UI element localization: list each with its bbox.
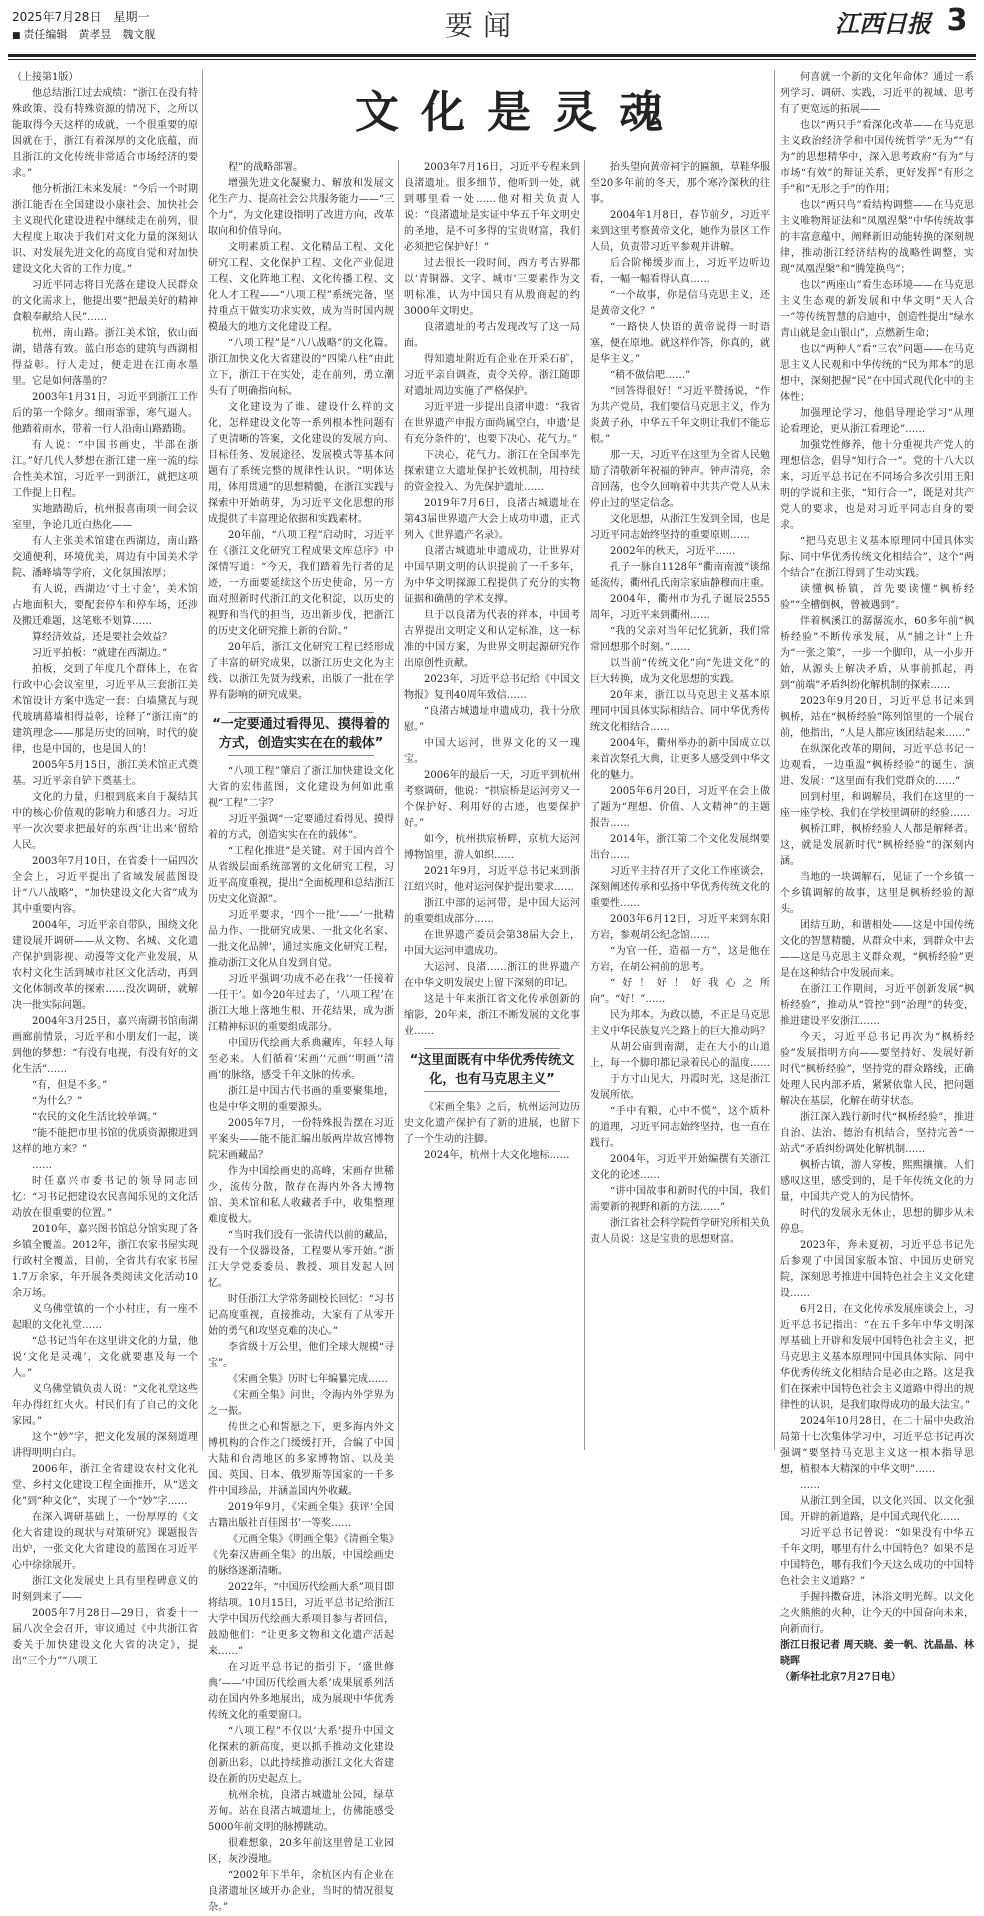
paragraph: 算经济效益，还是要社会效益？ — [32, 632, 172, 643]
paragraph: 那一天，习近平在这里为全省人民勉励了清敬新年祝福的钟声。钟声清亮，余音回荡，也令久回响着中共共产党人从未停止过的坚定信念。 — [590, 450, 770, 509]
paragraph: …… — [800, 1480, 820, 1491]
paragraph: 民为邦本。为政以德，不正是马克思主义中华民族复兴之路上的巨大推动吗？ — [590, 1010, 770, 1037]
paragraph: 有人主张美术馆建在西湖边，南山路交通便利，环境优美，周边有中国美术学院、潘峰墙等学府，文化氛围浓厚； — [12, 536, 198, 579]
paragraph: 加强党性修养，他十分重视共产党人的理想信念，倡导“知行合一”。党的十八大以来，习近平总书记在不同场合多次引用王阳明的学说和主张，“知行合一”，既是对共产党人的要求，也是对习近平同志自身的要求。 — [780, 440, 974, 531]
paragraph: 后合阶梯缓步而上，习近平边听边看，一幅一幅看得认真…… — [590, 258, 770, 285]
paragraph: 义乌佛堂镇负责人说：“文化礼堂这些年办得红红火火。村民们有了自己的文化家园。” — [12, 1384, 198, 1427]
paragraph: “工程化推进”是关键。对于国内首个从省级层面系统部署的文化研究工程，习近平高度重视，提出“全面梳理和总结浙江历史文化资源”。 — [208, 846, 394, 905]
paragraph: 浙江省社会科学院哲学研究所相关负责人员说：这是宝贵的思想财富。 — [590, 1218, 770, 1245]
paragraph: 在世界遗产委员会第38届大会上，中国大运河申遗成功。 — [404, 930, 580, 957]
paragraph: 2023年9月20日，习近平总书记来到枫桥，站在“枫桥经验”陈列馆里的一个展台前，他指出，“人是人都应该团结起来……” — [780, 696, 974, 739]
paragraph: 拍板，交到了年度几个群体上，在省行政中心会议室里，习近平从三套浙江美术馆设计方案中选定一套：白墙黛瓦与现代玻璃幕墙相得益彰，诠释了“浙江南”的建筑理念——那是历史的回响，时代的旋律，也是中国的，也是国人的！ — [12, 664, 198, 755]
paragraph: “手中有粮，心中不慌”，这个质朴的道理，习近平同志始终坚持，也一直在践行。 — [590, 1106, 770, 1149]
paragraph: 2005年5月15日，浙江美术馆正式奠基。习近平亲自铲下奠基土。 — [12, 760, 198, 787]
paragraph: “八项工程”肇启了浙江加快建设文化大省的宏伟蓝图，文化建设为何如此重视“工程”二字？ — [208, 766, 394, 809]
paragraph: 2004年，衢州市为孔子诞辰2555周年，习近平来到衢州…… — [590, 594, 770, 621]
paragraph: 大运河、良渚……浙江的世界遗产在中华文明发展史上留下深刻的印记。 — [404, 962, 580, 989]
paragraph: “一路快人快语的黄帝说得一时语塞，便在原地。就这样作答，你真的，就是华主义。” — [590, 322, 770, 365]
article-column-2 — [208, 160, 394, 1913]
paragraph: 有人说：“中国书画史，半部在浙江。”好几代人梦想在浙江建一座一流的综合性美术馆，习近平一到浙江，就把这项工作提上日程。 — [12, 440, 198, 499]
article-column-1 — [12, 70, 198, 1667]
paragraph: 2022年，“中国历代绘画大系”项目即将结项。10月15日，习近平总书记给浙江大学中国历代绘画大系项目参与者回信，鼓励他们：“让更多文物和文化遗产活起来……” — [208, 1582, 394, 1657]
paragraph: 6月2日，在文化传承发展座谈会上，习近平总书记指出：“在五千多年中华文明深厚基础上开辟和发展中国特色社会主义，把马克思主义基本原理同中国具体实际、同中华优秀传统文化相结合是必由之路。这是我们在探索中国特色社会主义道路中得出的规律性的认识，是我们取得成功的最大法宝。” — [780, 1304, 974, 1411]
paragraph: 2010年，嘉兴图书馆总分馆实现了各乡镇全覆盖。2012年，浙江农家书屋实现行政村全覆盖，目前，全省共有农家书屋1.7万余家，年开展各类阅读文化活动10余万场。 — [12, 1224, 198, 1299]
paragraph: 浙江中部的运河带，是中国大运河的重要组成部分…… — [404, 898, 580, 925]
paragraph: 他总结浙江过去成绩：“浙江在没有特殊政策、没有特殊资源的情况下，之所以能取得今天这样的成就，一个很重要的原因就在于，浙江有着深厚的文化底蕴，而且浙江的文化传统非常适合市场经济的要求。” — [12, 88, 198, 179]
header-rule-thin — [8, 59, 976, 60]
column-divider — [584, 160, 585, 1450]
paragraph: 浙江是中国古代书画的重要聚集地，也是中华文明的重要源头。 — [208, 1086, 394, 1113]
masthead — [0, 0, 984, 56]
column-divider — [774, 70, 775, 1450]
paragraph: “把马克思主义基本原理同中国具体实际、同中华优秀传统文化相结合”，这个“两个结合”在浙江得到了生动实践。 — [780, 536, 974, 579]
paragraph: 2024年10月28日，在二十届中央政治局第十七次集体学习中，习近平总书记再次强调“要坚持马克思主义这一根本指导思想，植根本大精深的中华文明”…… — [780, 1416, 974, 1475]
paragraph: 《宋画全集》问世，令海内外学界为之一振。 — [208, 1390, 394, 1417]
paragraph: 习近平强调“一定要通过看得见、摸得着的方式，创造实实在在的载体”。 — [208, 814, 394, 841]
paragraph: 以当前“传统文化”向“先进文化”的巨大转换，成为文化思想的实践。 — [590, 658, 770, 685]
paragraph: 今天，习近平总书记再次为“枫桥经验”发展指明方向——要坚持好、发展好新时代“枫桥经验”，坚持党的群众路线，正确处理人民内部矛盾，紧紧依靠人民，把问题解决在基层，化解在萌芽状态。 — [780, 1032, 974, 1107]
article-column-5 — [780, 70, 974, 1683]
paragraph: 20年来，浙江以马克思主义基本原理同中国具体实际相结合、同中华优秀传统文化相结合…… — [590, 690, 770, 733]
paragraph: “2002年下半年，余杭区内有企业在良渚遗址区域开办企业，当时的情况很复杂。” — [208, 1870, 394, 1913]
paragraph: 2004年，衢州举办的新中国成立以来首次祭孔大典，让更多人感受到中华文化的魅力。 — [590, 738, 770, 781]
paragraph: 文化的力量，归根到底来自于凝结其中的核心价值观的影响力和感召力。习近平一次次要求把最好的东西‘让出来’留给人民。 — [12, 792, 198, 851]
paragraph: 2023年，习近平总书记给《中国文物报》复刊40周年致信…… — [404, 674, 580, 701]
paragraph: 习近平要求，‘四个一批’——‘一批精品力作、一批研究成果、一批文化名家、一批文化品牌’，通过实施文化研究工程，推动浙江文化从自发到自觉。 — [208, 910, 394, 969]
subheading: “一定要通过看得见、摸得着的方式，创造实实在在的载体” — [208, 712, 394, 756]
paragraph: 浙江深入践行新时代“枫桥经验”，推进自治、法治、德治有机结合，坚持完善“一站式”矛盾纠纷调处化解机制…… — [780, 1112, 974, 1155]
paragraph: 这个“妙”字，把文化发展的深刻道理讲得明明白白。 — [12, 1432, 198, 1459]
paragraph: “为官一任，造福一方”，这是他在方岩，在胡公祠前的思考。 — [590, 946, 770, 973]
paragraph: 2003年6月12日，习近平来到东阳方岩，参观胡公纪念馆…… — [590, 914, 770, 941]
paragraph: 团结互助，和谐相处——这是中国传统文化的智慧精髓，从群众中来，到群众中去——这是马克思主义群众观，“枫桥经验”更是在这种结合中发展而来。 — [780, 920, 974, 979]
paragraph: 2002年的秋天，习近平…… — [610, 546, 736, 557]
paragraph: 习近平主持召开了文化工作座谈会，深刻阐述传承和弘扬中华优秀传统文化的重要性…… — [590, 866, 770, 909]
paragraph: 枫桥古镇，游人穿梭，熙熙攘攘。人们感叹这里，感受到的，是千年传统文化的力量，中国共产党人的为民情怀。 — [780, 1160, 974, 1203]
paragraph: 在纵深化改革的期间，习近平总书记一边观看，一边重温“枫桥经验”的诞生、演进、发展：“这里面有我们党群众的……” — [780, 744, 974, 787]
paragraph: 文化建设为了谁、建设什么样的文化，怎样建设文化等一系列根本性问题有了更清晰的答案，文化建设的发展方向、目标任务、发展途径、发展模式等基本问题有了系统完整的规律性认识。“明体达用，体用贯通”的思想精髓，在浙江实践与探索中开始萌芽，为习近平文化思想的形成提供了丰富理论依据和实践素材。 — [208, 402, 394, 525]
article-column-4 — [590, 160, 770, 1450]
paragraph: “有，但是不多。” — [32, 1080, 108, 1091]
paragraph: 得知遗址附近有企业在开采石矿，习近平亲自调查，责令关停。浙江随即对遗址周边实施了严格保护。 — [404, 354, 580, 397]
paragraph: “农民的文化生活比较单调。” — [32, 1112, 158, 1123]
paragraph: 文化思想，从浙江生发到全国，也是习近平同志始终坚持的重要原则…… — [590, 514, 770, 541]
paragraph: 良渚遗址的考古发现改写了这一局面。 — [404, 322, 580, 349]
paragraph: 良渚古城遗址申遗成功，让世界对中国早期文明的认识提前了一千多年，为中华文明探源工程提供了充分的实物证据和确凿的学术支撑。 — [404, 546, 580, 605]
paragraph: 中国大运河，世界文化的又一瑰宝。 — [404, 738, 580, 765]
paragraph: 习近平总书记曾说：“如果没有中华五千年文明，哪里有什么中国特色？如果不是中国特色，哪有我们今天这么成功的中国特色社会主义道路？” — [780, 1528, 974, 1587]
paragraph: 《元画全集》《明画全集》《清画全集》《先秦汉唐画全集》的出版，中国绘画史的脉络逐渐清晰。 — [208, 1534, 394, 1577]
paragraph: 手握抖擞奋进，沐浴文明光辉。以文化之火熊熊的火种，让今天的中国奋向未来，向新而行。 — [780, 1592, 974, 1635]
paragraph: 抬头望向黄帝祠宇的匾额，草鞋华服至20多年前的冬天，那个寒冷深秋的往事。 — [590, 162, 770, 205]
paragraph: 2014年，浙江第二个文化发展纲要出台…… — [590, 834, 770, 861]
paragraph: 时任嘉兴市委书记的领导同志回忆：“习书记把建设农民喜闻乐见的文化活动放在很重要的位置。” — [12, 1176, 198, 1219]
newspaper-logo: 江西日报 — [835, 9, 931, 38]
paragraph: 作为中国绘画史的高峰，宋画存世稀少，流传分散，散存在海内外各大博物馆、美术馆和私人收藏者手中，收集整理难度极大。 — [208, 1166, 394, 1225]
paragraph: 在深入调研基础上，一份厚厚的《文化大省建设的现状与对策研究》课题报告出炉，一张文化大省建设的蓝图在习近平心中徐徐展开。 — [12, 1512, 198, 1571]
paragraph: 2004年，习近平亲自带队，围绕文化建设展开调研——从文物、名城、文化遗产保护到影视、动漫等文化产业发展，从农村文化生活到城市社区文化活动，再到文化体制改革的探索……没次调研，就解决一批实际问题。 — [12, 920, 198, 1011]
issue-date: 2025年7月28日 星期一 — [12, 10, 150, 24]
column-divider — [202, 70, 203, 1450]
paragraph: 文明素质工程、文化精品工程、文化研究工程、文化保护工程、文化产业促进工程、文化阵地工程、文化传播工程、文化人才工程——“八项工程”系统完备，坚持重点干做实功求实效，成为当时国内规模最大的地方文化建设工程。 — [208, 242, 394, 333]
paragraph: 从浙江到全国，以文化兴国、以文化强国。开辟的新道路，是中国式现代化…… — [780, 1496, 974, 1523]
paragraph: 这是十年来浙江省文化传承创新的缩影，20年来，浙江不断发展的文化事业…… — [404, 994, 580, 1037]
paragraph: 杭州余杭，良渚古城遗址公园，绿草芳甸。站在良渚古城遗址上，仿佛能感受5000年前文明的脉搏跳动。 — [208, 1790, 394, 1833]
paragraph: “能不能把市里书馆的优质资源搬进到这样的地方来？” — [12, 1128, 198, 1155]
paragraph: 也以“两种人”看“三农”问题——在马克思主义人民观和中华传统的“民为邦本”的思想中，深刻把握“民”在中国式现代化中的主体性； — [780, 344, 974, 403]
paragraph: “稍不做信吧……” — [610, 370, 691, 381]
paragraph: 中国历代绘画大系典藏库，年轻人每至必来。人们循着‘宋画’‘元画’‘明画’‘清画’的脉络，感受千年文脉的传承。 — [208, 1038, 394, 1081]
paragraph: 增强先进文化凝聚力、解放和发展文化生产力、提高社会公共服务能力——“三个力”，为文化建设指明了改进方向，改革取向和价值导向。 — [208, 178, 394, 237]
paragraph: 2003年7月10日，在省委十一届四次全会上，习近平提出了省域发展蓝图设计“八八战略”，“加快建设文化大省”成为其中重要内容。 — [12, 856, 198, 915]
paragraph: 20年前，“八项工程”启动时，习近平在《浙江文化研究工程成果文库总序》中深情写道：“今天，我们踏着先行者的足迹，一方面要延续这个历史使命，另一方面对照新时代浙江的文化积淀，以历史的视野和当代的担当，迈出新步伐，把浙江的历史文化研究推上新的台阶。” — [208, 530, 394, 637]
paragraph: “我的父亲对当年记忆犹新，我们常常回想那个时刻。”…… — [590, 626, 770, 653]
article-headline: 文化是灵魂 — [355, 87, 685, 138]
paragraph: 回到村里，和调解员，我们在这里的一座一座学校、我们在学校里调研的经验…… — [780, 792, 974, 819]
continued-label: （上接第1版） — [12, 72, 79, 83]
paragraph: 孔子一脉自1128年“衢南南渡”谈绵延流传，衢州孔氏南宗家庙静穆而庄重。 — [590, 562, 770, 589]
paragraph: 2005年7月，一份特殊报告摆在习近平案头——能不能汇编出版两岸故宫博物院宋画藏品？ — [208, 1118, 394, 1161]
paragraph: “回答得很好！”习近平赞扬说，“作为共产党员，我们要信马克思主义，作为炎黄子孙，中华五千年文明让我们不能忘根。” — [590, 386, 770, 445]
paragraph: 2003年7月16日，习近平专程来到良渚遗址。很多细节，他听到一处，就到哪里看一处……他对相关负责人说：“良渚遗址是实证中华五千年文明史的圣地，是不可多得的宝贵财富，我们必须把它保护好！” — [404, 162, 580, 253]
paragraph: 读懂枫桥镇，首先要读懂“枫桥经验”“全槽倒枫，曾被遇到”。 — [780, 584, 974, 611]
paragraph: “讲中国故事和新时代的中国，我们需要新的视野和新的方法……” — [590, 1186, 770, 1213]
paragraph: 很难想象，20多年前这里曾是工业园区，灰沙漫地。 — [208, 1838, 394, 1865]
paragraph: “良渚古城遗址申遗成功，我十分欣慰。” — [404, 706, 580, 733]
paragraph: “好！好！好我心之所向”。“好！”…… — [590, 978, 770, 1005]
section-title: 要闻 — [445, 9, 522, 42]
paragraph: 时任浙江大学常务副校长回忆：“习书记高度重视，直接推动，大家有了从零开始的勇气和攻坚克难的决心。” — [208, 1294, 394, 1337]
paragraph: 浙江日报记者 周天晓、姜一帆、沈晶晶、林晓晖 — [780, 1640, 974, 1667]
paragraph: 李省级十万公里，他们全球大规模“寻宝”。 — [208, 1342, 394, 1369]
paragraph: “八项工程”是“八八战略”的文化篇。浙江加快文化大省建设的“四梁八柱”由此立下，浙江干在实处，走在前列，勇立潮头有了明确指向标。 — [208, 338, 394, 397]
paragraph: 也以“两座山”看生态环境——在马克思主义生态观的新发展和中华文明“天人合一”等传统智慧的启迪中，创造性提出“绿水青山就是金山银山”，点燃新生命； — [780, 280, 974, 339]
paragraph: 2003年1月31日，习近平到浙江工作后的第一个除夕。细雨霏霏，寒气逼人。他踏着雨水，带着一行人沿南山路踏勘。 — [12, 392, 198, 435]
paragraph: 2005年7月28日—29日，省委十一届八次全会召开，审议通过《中共浙江省委关于加快建设文化大省的决定》，提出“三个力”“八项工 — [12, 1608, 198, 1667]
paragraph: 也以“两只手”看深化改革——在马克思主义政治经济学和中国传统哲学“无为”“有为”的思想精华中，深入思考政府“有为”与市场“有效”的辩证关系，更好发挥“有形之手”和“无形之手”的作用； — [780, 120, 974, 195]
paragraph: “为什么？” — [32, 1096, 83, 1107]
paragraph: 义乌佛堂镇的一个小村庄，有一座不起眼的文化礼堂…… — [12, 1304, 198, 1331]
paragraph: 2024年，杭州十大文化地标…… — [424, 1150, 570, 1161]
paragraph: 实地踏勘后，杭州报喜南项一间会议室里，争论几近白热化—— — [12, 504, 198, 531]
paragraph: 2019年7月6日，良渚古城遗址在第43届世界遗产大会上成功申遗，正式列入《世界遗产名录》。 — [404, 498, 580, 541]
paragraph: 2023年，奔未夏初，习近平总书记先后参观了中国国家版本馆、中国历史研究院，深刻思考推进中国特色社会主义文化建设…… — [780, 1240, 974, 1299]
paragraph: 浙江文化发展史上具有里程碑意义的时刻到来了—— — [12, 1576, 198, 1603]
paragraph: 2006年，浙江全省建设农村文化礼堂、乡村文化建设工程全面推开，从“送文化”到“种文化”，实现了一个“妙”字…… — [12, 1464, 198, 1507]
paragraph: 20年后，浙江文化研究工程已经形成了丰富的研究成果，以浙江历史文化为主线、以浙江先贤为线索，出版了一批在学界有影响的研究成果。 — [208, 642, 394, 701]
paragraph: …… — [32, 1160, 52, 1171]
paragraph: 加强理论学习，他倡导理论学习“从理论看理论，更从浙江看理论”…… — [780, 408, 974, 435]
paragraph: 2005年6月20日，习近平在会上做了题为“理想、价值、人文精神”的主题报告…… — [590, 786, 770, 829]
paragraph: “一个故事，你是信马克思主义，还是黄帝文化？” — [590, 290, 770, 317]
paragraph: 从胡公庙到南湖，走在大小的山道上，每一个脚印都记录着民心的温度…… — [590, 1042, 770, 1069]
paragraph: 2006年的最后一天，习近平到杭州考察调研，他说：“拱宸桥是运河旁又一个保护好、利用好的古迹，也要保护好。” — [404, 770, 580, 829]
paragraph: 《宋画全集》历时七年编纂完成…… — [228, 1374, 388, 1385]
paragraph: “八项工程”不仅以‘大系’提升中国文化探索的新高度，更以抓手推动文化建设创新出彩，以此持续推动浙江文化大省建设在新的历史起点上。 — [208, 1726, 394, 1785]
page-number: 3 — [946, 3, 968, 38]
paragraph: 杭州，南山路。浙江美术馆，依山面湖，错落有致。蓝白形态的建筑与西湖相得益彰。行人走过，便走进在江南水墨里。它是如何落墨的？ — [12, 328, 198, 387]
column-divider — [398, 160, 399, 1450]
paragraph: 时代的发展永无休止，思想的脚步从未停息。 — [780, 1208, 974, 1235]
paragraph: 2004年1月8日，春节前夕，习近平来到这里考察黄帝文化，她作为景区工作人员，负责带习近平参观并讲解。 — [590, 210, 770, 253]
paragraph: 当地的一块调解石，见证了一个乡镇一个乡镇调解的故事，这里是枫桥经验的源头。 — [780, 872, 974, 915]
paragraph: 何喜就一个新的文化年命体？通过一系列学习、调研、实践，习近平的视域、思考有了更宽远的拓展—— — [780, 72, 974, 115]
paragraph: （新华社北京7月27日电） — [780, 1672, 901, 1683]
paragraph: 过去很长一段时间，西方考古界都以‘青铜器、文字、城市’三要素作为文明标准，认为中国只有从殷商起的约3000年文明史。 — [404, 258, 580, 317]
paragraph: “总书记当年在这里讲文化的力量，他说‘文化是灵魂’，文化就要惠及每一个人。” — [12, 1336, 198, 1379]
paragraph: 枫桥江畔，枫桥经验人人都是解释者。这，就是发展新时代“枫桥经验”的深刻内涵。 — [780, 824, 974, 867]
paragraph: 习近平拍板：“就建在西湖边。” — [32, 648, 168, 659]
paragraph: 《宋画全集》之后，杭州运河边历史文化遗产保护有了新的进展，也留下了一个生动的注脚。 — [404, 1102, 580, 1145]
paragraph: 习近平同志将目光落在建设人民群众的文化需求上，他提出要“把最美好的精神食粮奉献给人民”…… — [12, 280, 198, 323]
editor-credit: ■ 责任编辑 黄孝昱 魏文舰 — [12, 26, 155, 42]
paragraph: “当时我们没有一张清代以前的藏品，没有一个仪器设备，工程要从零开始。”浙江大学党委委员、教授、项目发起人回忆。 — [208, 1230, 394, 1289]
paragraph: 他分析浙江未来发展：“今后一个时期浙江能否在全国建设小康社会、加快社会主义现代化建设进程中继续走在前列，很大程度上取决于我们对文化力量的深刻认识、对发展先进文化的高度自觉和对加快建设文化大省的工作力度。” — [12, 184, 198, 275]
paragraph: 有人说，西湖边‘寸土寸金’，美术馆占地面积大，要配套停车和停车场，还涉及搬迁难题，这笔账不划算…… — [12, 584, 198, 627]
paragraph: 下决心，花气力。浙江在全国率先探索建立大遗址保护长效机制，用持续的资金投入、为先保护遗址…… — [404, 450, 580, 493]
paragraph: 也以“两只鸟”看结构调整——在马克思主义唯物辩证法和“凤凰涅槃”中华传统故事的丰富意蕴中，阐释新旧动能转换的深刻规律，推动浙江经济结构的战略性调整，实现“凤凰涅槃”和“腾笼换鸟”； — [780, 200, 974, 275]
article-column-3 — [404, 160, 580, 1450]
paragraph: 2019年9月，《宋画全集》获评‘全国古籍出版社百佳图书’一等奖…… — [208, 1502, 394, 1529]
paragraph: 习近平进一步提出良渚申遗：“我省在世界遗产申报方面尚属空白，申遗‘是有充分条件的’，也要下决心、花气力。” — [404, 402, 580, 445]
paragraph: 传世之心和誓愿之下，更多海内外文博机构的合作之门缓缓打开，合编了中国大陆和台湾地区的多家博物馆、以及美国、英国、日本、俄罗斯等国家的一千多件中国珍品，并涵盖国内外收藏。 — [208, 1422, 394, 1497]
paragraph: 在浙江工作期间，习近平创新发展“枫桥经验”，推动从“管控”到“治理”的转变，推进建设平安浙江…… — [780, 984, 974, 1027]
paragraph: 伴着枫溪江的潺潺流水，60多年前“枫桥经验”不断传承发展，从“捕之计”上升为“一张之策”，一步一个脚印，从一小步开始，从源头上解决矛盾，从事前抓起，再到“前端”矛盾纠纷化解机制的探索…… — [780, 616, 974, 691]
paragraph: 2021年9月，习近平总书记来到浙江绍兴时，他对运河保护提出要求…… — [404, 866, 580, 893]
subheading: “这里面既有中华优秀传统文化，也有马克思主义” — [404, 1048, 580, 1092]
paragraph: 在习近平总书记的指引下，‘盛世修典’——‘中国历代绘画大系’成果展系列活动在国内外多地展出，成为展现中华优秀传统文化的重要窗口。 — [208, 1662, 394, 1721]
header-rule — [8, 54, 976, 57]
paragraph: 2004年，习近平开始编撰有关浙江文化的论述…… — [590, 1154, 770, 1181]
paragraph: 于方寸山见大，丹霞时光，这是浙江发展所依。 — [590, 1074, 770, 1101]
paragraph: 2004年3月25日，嘉兴南湖书馆南湖画廊前情景，习近平和小朋友们一起，谈到他的梦想：“有没有电视，有没有好的文化生活”…… — [12, 1016, 198, 1075]
paragraph: 如今，杭州拱宸桥畔，京杭大运河博物馆里，游人如织…… — [404, 834, 580, 861]
paragraph: 程”的战略部署。 — [228, 162, 304, 173]
paragraph: 旦于以良渚为代表的祥本，中国考古界提出文明定义和认定标准，这一标准的中国方案，为世界文明起源研究作出原创性贡献。 — [404, 610, 580, 669]
paragraph: 习近平强调‘功成不必在我’‘一任接着一任干’。如今20年过去了，‘八项工程’在浙江大地上落地生根、开花结果，成为浙江精神标识的重要组成部分。 — [208, 974, 394, 1033]
